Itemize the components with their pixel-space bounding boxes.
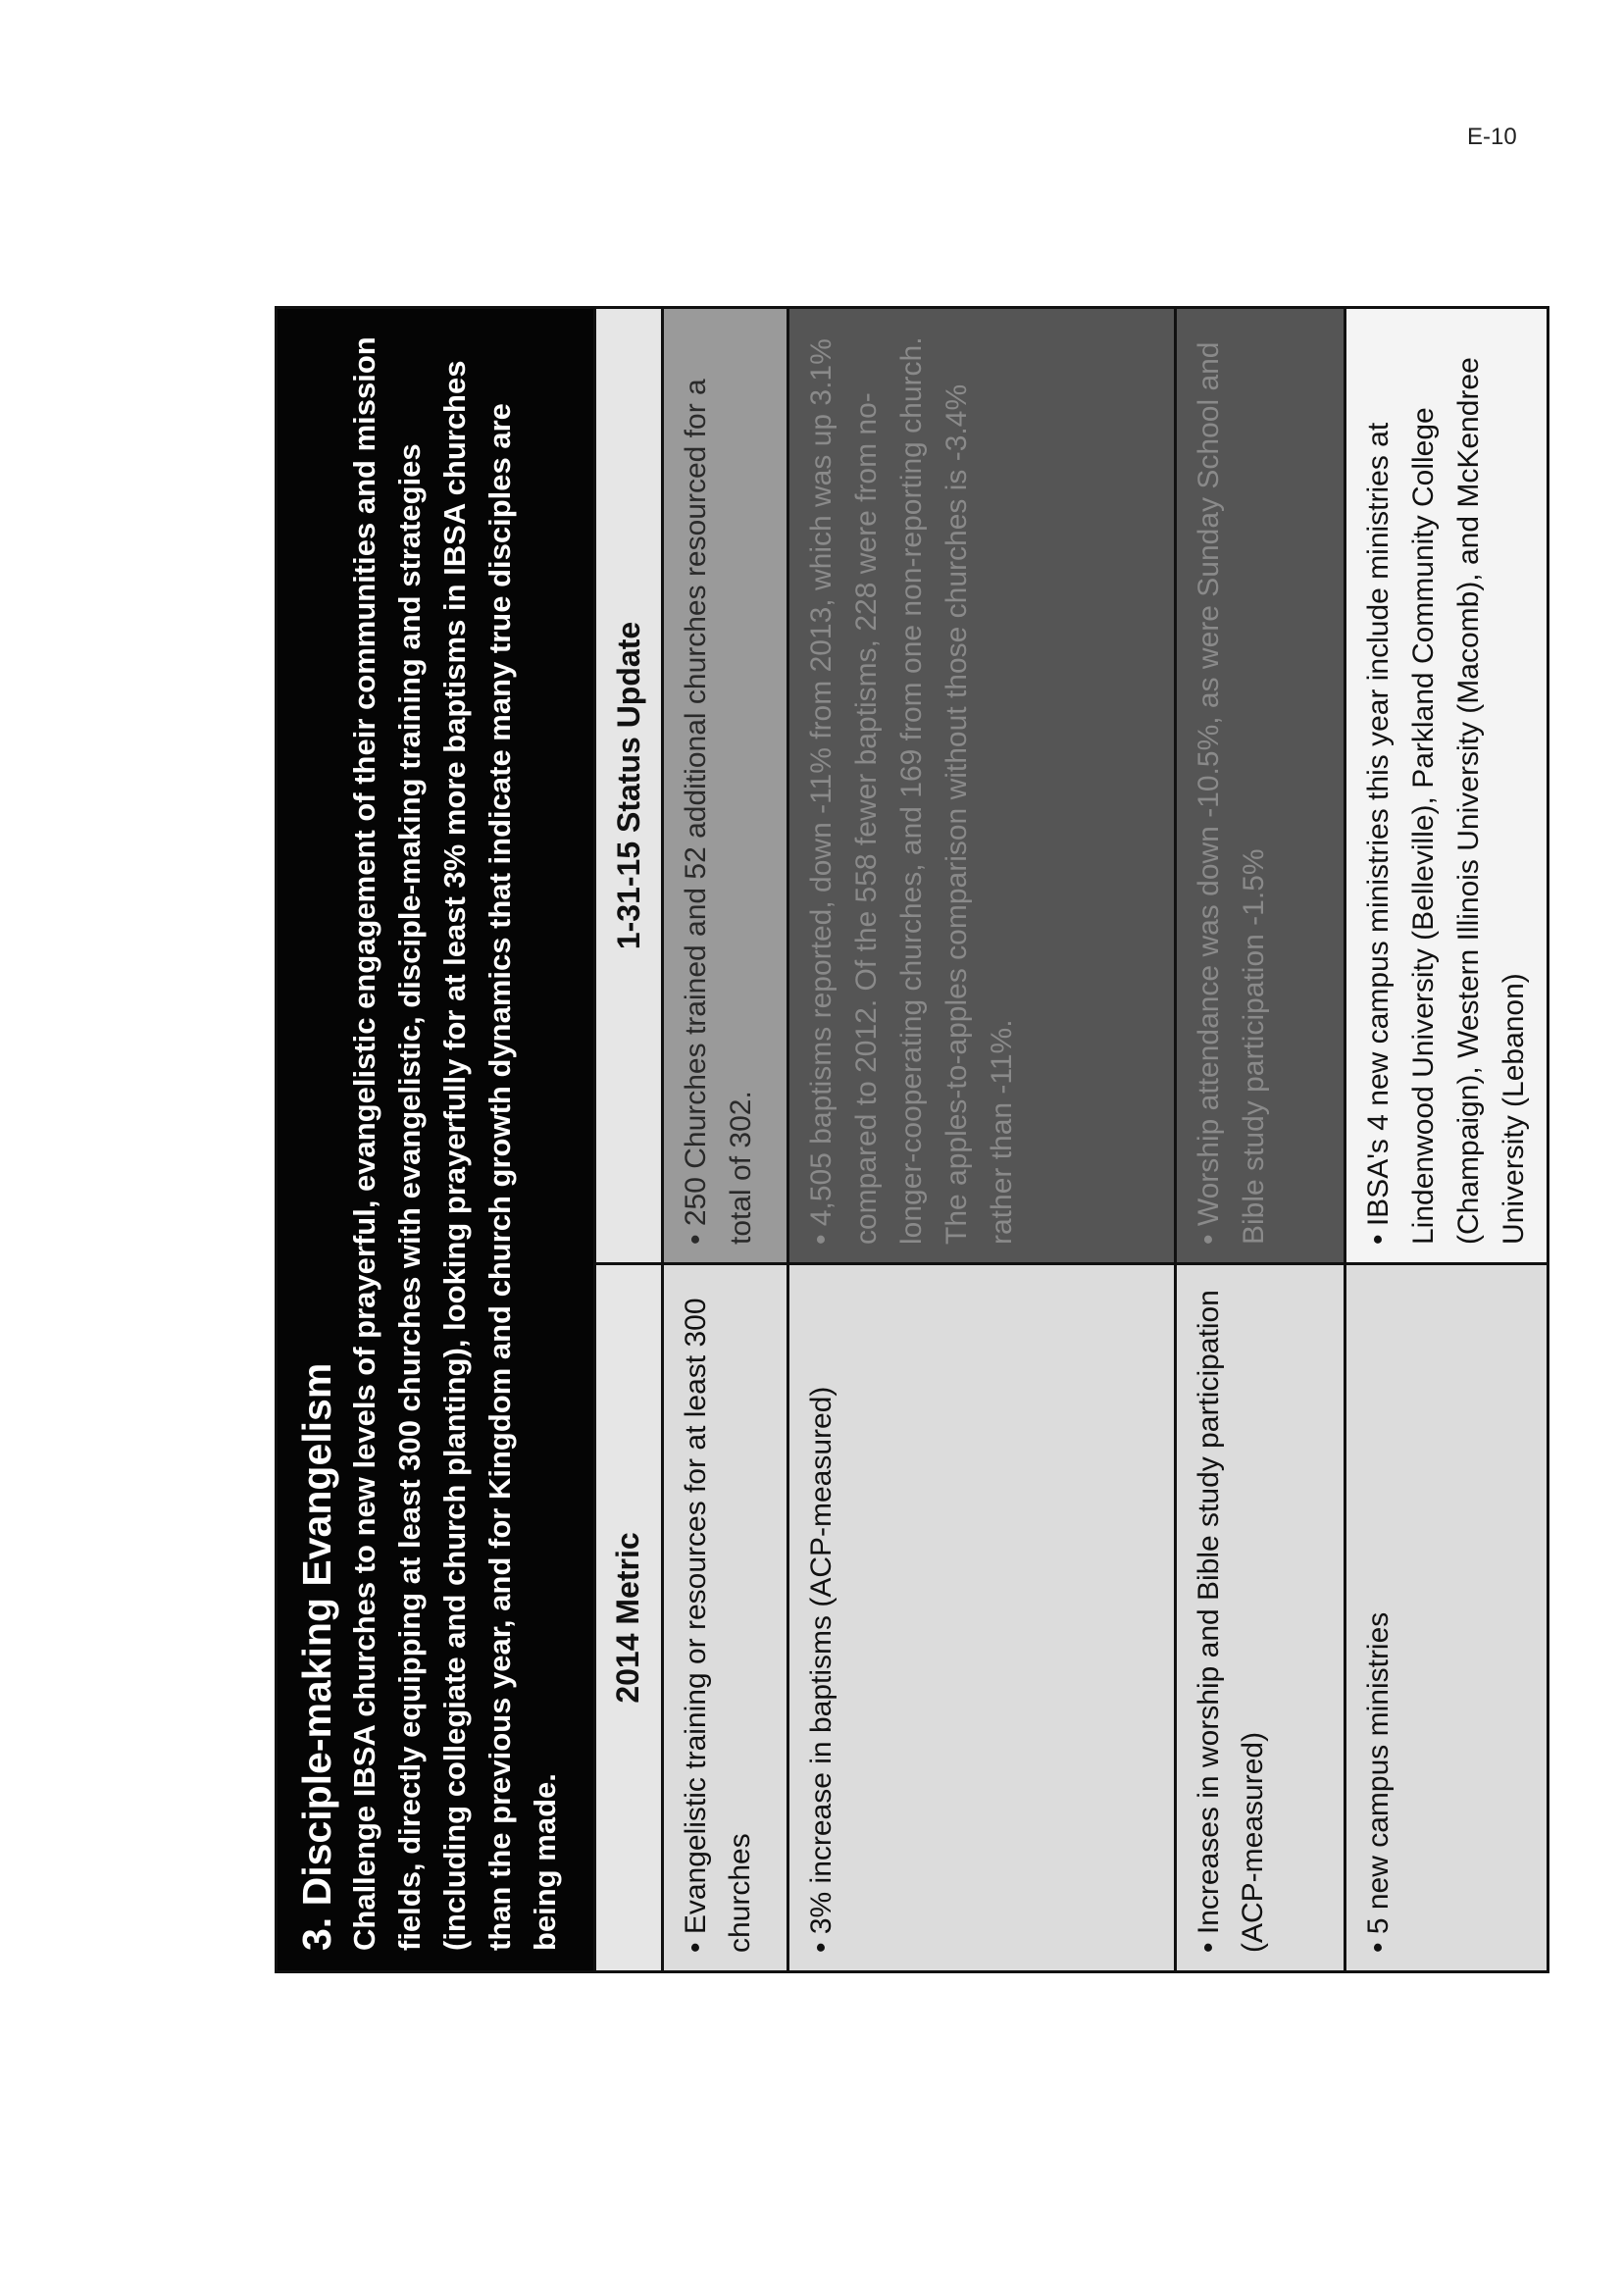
status-cell: • IBSA's 4 new campus ministries this year include ministries at Lindenwood University (Belleville), Parkland Community College (Champaign), Western Illinois University (Macomb), and McKendree University (Lebanon) [1346, 309, 1547, 1262]
page-number: E-10 [1467, 124, 1517, 150]
table-row [1344, 309, 1547, 1970]
metrics-table [275, 306, 1549, 1973]
section-banner [278, 309, 593, 1970]
metric-cell: • 3% increase in baptisms (ACP-measured) [789, 1262, 1174, 1970]
header-status: 1-31-15 Status Update [596, 309, 661, 1262]
metric-cell: • Evangelistic training or resources for at least 300 churches [664, 1262, 787, 1970]
table-header-row [593, 309, 661, 1970]
section-title: 3. Disciple-making Evangelism [294, 1362, 339, 1951]
status-cell: • Worship attendance was down -10.5%, as were Sunday School and Bible study participation -1.5% [1177, 309, 1344, 1262]
metric-cell: • 5 new campus ministries [1346, 1262, 1547, 1970]
status-cell: • 250 Churches trained and 52 additional churches resourced for a total of 302. [664, 309, 787, 1262]
table-row [787, 309, 1174, 1970]
table-row [661, 309, 787, 1970]
section-description: Challenge IBSA churches to new levels of prayerful, evangelistic engagement of their communities and mission fields, directly equipping at least 300 churches with evangelistic, disciple-making training and strategies (including collegiate and church planting), looking prayerfully for at least 3% more baptisms in IBSA churches than the previous year, and for Kingdom and church growth dynamics that indicate many true disciples are being made. [347, 336, 562, 1951]
status-cell: • 4,505 baptisms reported, down -11% from 2013, which was up 3.1% compared to 2012. Of the 558 fewer baptisms, 228 were from no-longer-cooperating churches, and 169 from one non-reporting church. The apples-to-apples comparison without those churches is -3.4% rather than -11%. [789, 309, 1174, 1262]
metric-cell: • Increases in worship and Bible study participation (ACP-measured) [1177, 1262, 1344, 1970]
header-metric: 2014 Metric [596, 1262, 661, 1970]
table-row [1174, 309, 1344, 1970]
